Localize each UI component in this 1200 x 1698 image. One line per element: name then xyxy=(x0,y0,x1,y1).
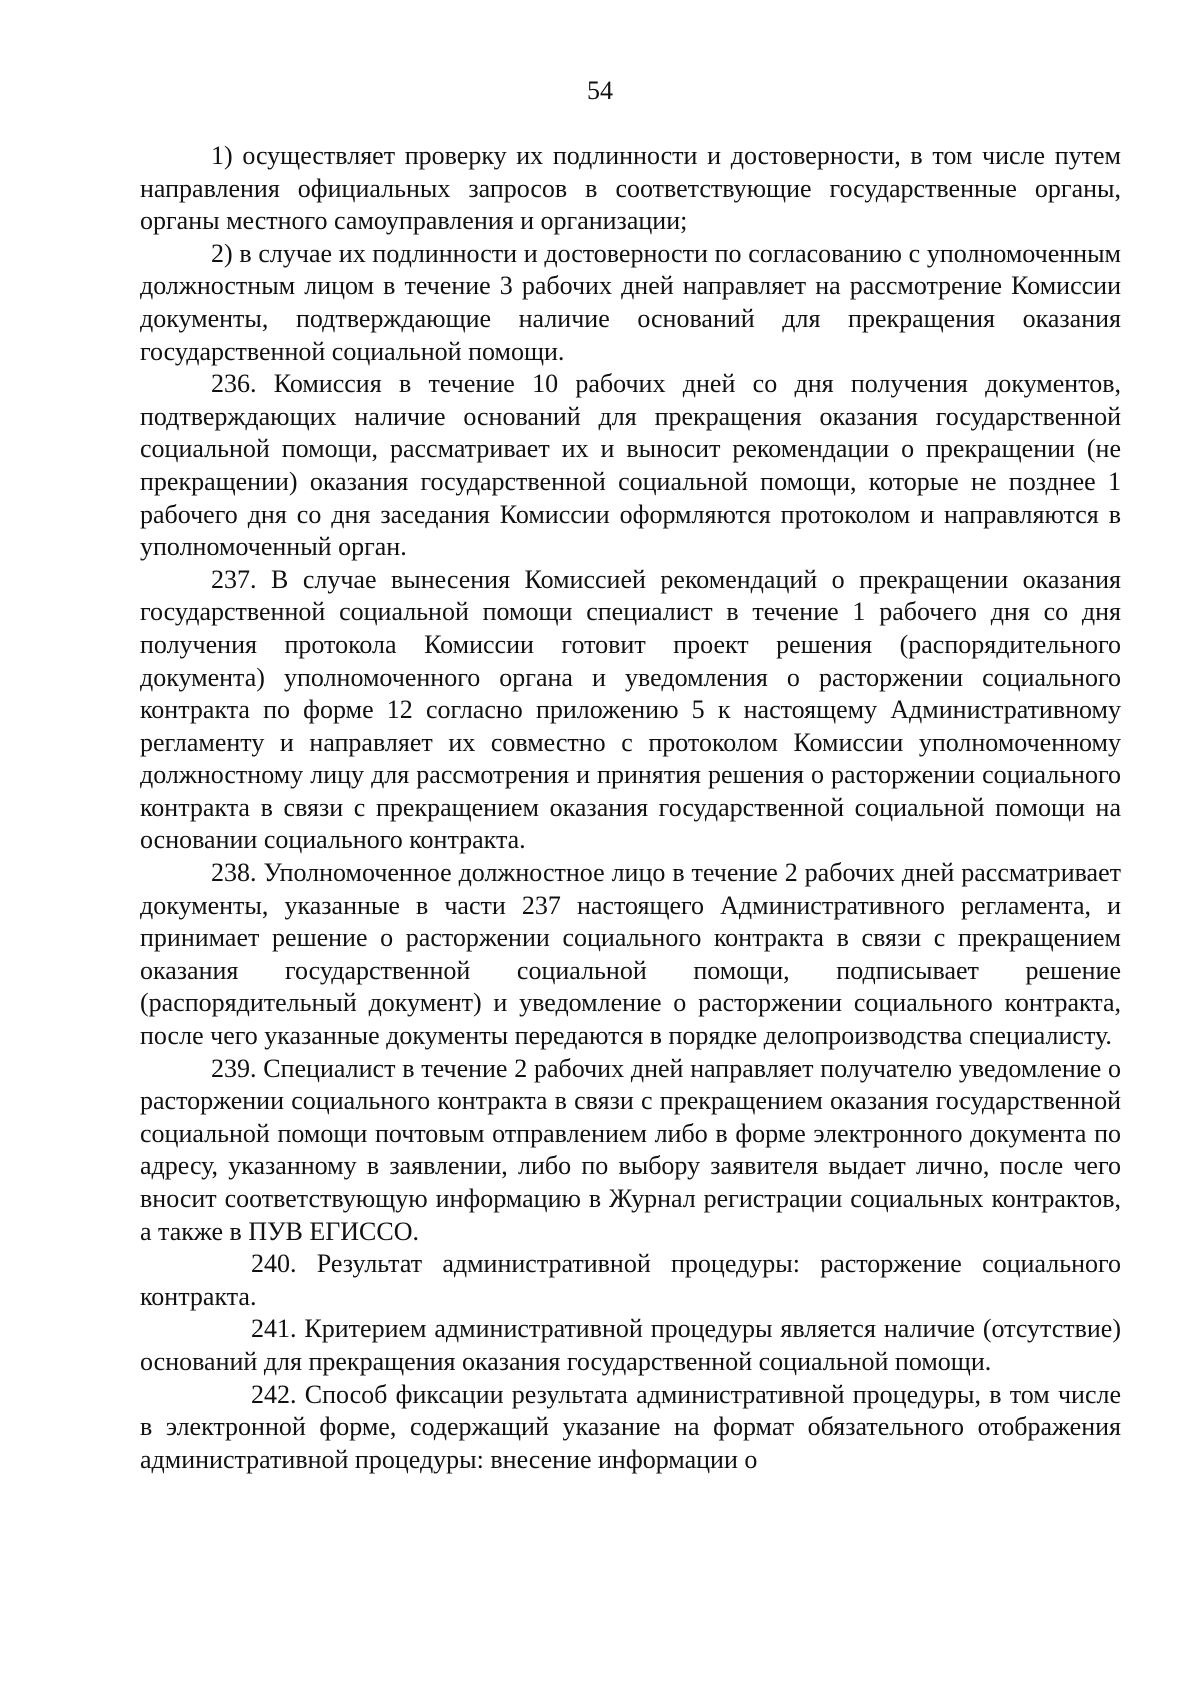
paragraph-237: 237. В случае вынесения Комиссией рекомендаций о прекращении оказания государственной социальной помощи специалист в течение 1 рабочего дня со дня получения протокола Комиссии готовит проект решения (распорядительного документа) уполномоченного органа и уведомления о расторжении социального контракта по форме 12 согласно приложению 5 к настоящему Административному регламенту и направляет их совместно с протоколом Комиссии уполномоченному должностному лицу для рассмотрения и принятия решения о расторжении социального контракта в связи с прекращением оказания государственной социальной помощи на основании социального контракта. xyxy=(140,564,1121,855)
paragraph-241: 241. Критерием административной процедуры является наличие (отсутствие) оснований для прекращения оказания государственной социальной помощи. xyxy=(140,1314,1121,1376)
paragraph-236: 236. Комиссия в течение 10 рабочих дней со дня получения документов, подтверждающих наличие оснований для прекращения оказания государственной социальной помощи, рассматривает их и выносит рекомендации о прекращении (не прекращении) оказания государственной социальной помощи, которые не позднее 1 рабочего дня со дня заседания Комиссии оформляются протоколом и направляются в уполномоченный орган. xyxy=(140,369,1121,562)
paragraph-239: 239. Специалист в течение 2 рабочих дней направляет получателю уведомление о расторжении социального контракта в связи с прекращением оказания государственной социальной помощи почтовым отправлением либо в форме электронного документа по адресу, указанному в заявлении, либо по выбору заявителя выдает лично, после чего вносит соответствующую информацию в Журнал регистрации социальных контрактов, а также в ПУВ ЕГИССО. xyxy=(140,1053,1121,1246)
paragraph-238: 238. Уполномоченное должностное лицо в течение 2 рабочих дней рассматривает документы, указанные в части 237 настоящего Административного регламента, и принимает решение о расторжении социального контракта в связи с прекращением оказания государственной социальной помощи, подписывает решение (распорядительный документ) и уведомление о расторжении социального контракта, после чего указанные документы передаются в порядке делопроизводства специалисту. xyxy=(140,858,1121,1051)
paragraph-item-1: 1) осуществляет проверку их подлинности и достоверности, в том числе путем направления официальных запросов в соответствующие государственные органы, органы местного самоуправления и организации; xyxy=(140,141,1121,236)
paragraph-240: 240. Результат административной процедуры: расторжение социального контракта. xyxy=(140,1249,1121,1311)
paragraph-242: 242. Способ фиксации результата административной процедуры, в том числе в электронной форме, содержащий указание на формат обязательного отображения административной процедуры: внесение информации о xyxy=(140,1379,1121,1474)
document-body xyxy=(140,140,1121,1476)
page-number: 54 xyxy=(587,76,613,105)
paragraph-item-2: 2) в случае их подлинности и достоверности по согласованию с уполномоченным должностным лицом в течение 3 рабочих дней направляет на рассмотрение Комиссии документы, подтверждающие наличие оснований для прекращения оказания государственной социальной помощи. xyxy=(140,238,1121,366)
